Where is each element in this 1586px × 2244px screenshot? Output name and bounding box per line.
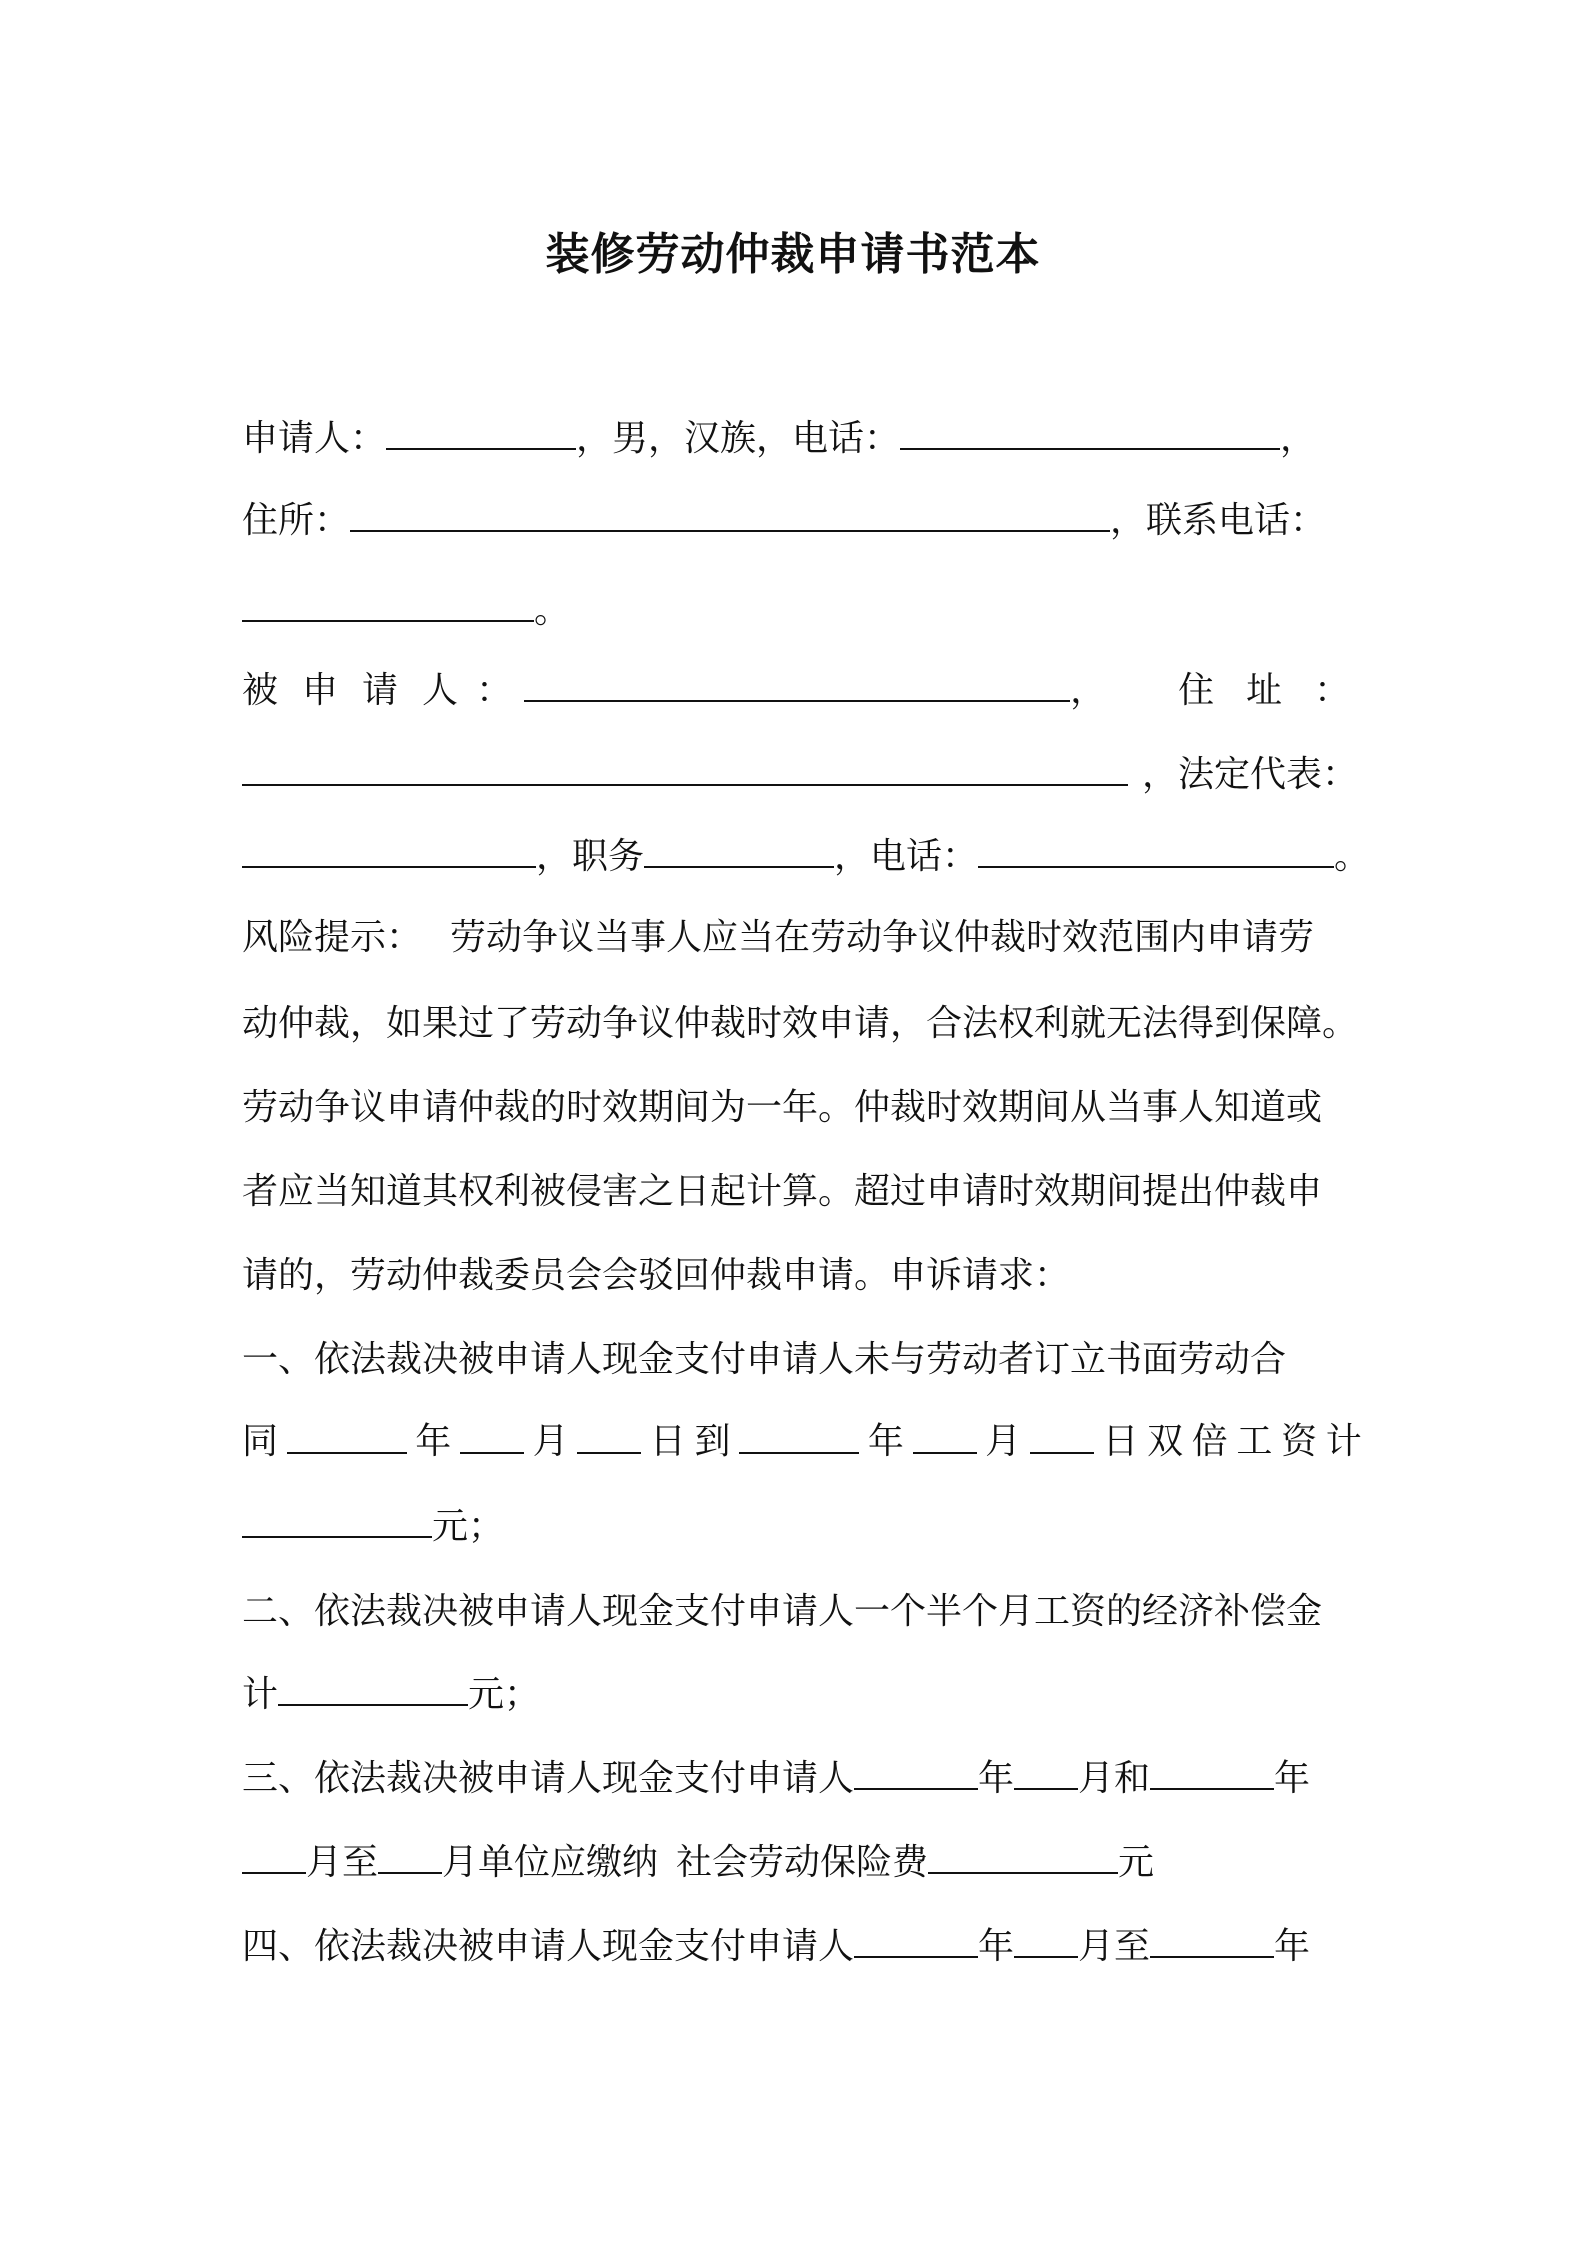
- applicant-info-label: ，男，汉族，电话：: [576, 418, 901, 459]
- compensation-amount-blank[interactable]: [278, 1670, 468, 1706]
- claim-3-detail-line: [242, 1838, 1362, 1887]
- address-label-char: 址: [1246, 670, 1283, 711]
- respondent-char: 被: [242, 670, 279, 711]
- text: 社会劳动保险费: [676, 1842, 929, 1883]
- start-day-blank[interactable]: [577, 1418, 641, 1454]
- year-blank[interactable]: [854, 1922, 978, 1958]
- respondent-phone-blank[interactable]: [978, 832, 1334, 868]
- respondent-char: 申: [302, 670, 339, 711]
- double-wage-amount-blank[interactable]: [242, 1502, 432, 1538]
- residence-line: [242, 496, 1362, 545]
- text: 三、依法裁决被申请人现金支付申请人: [242, 1758, 855, 1799]
- respondent-char: 人: [422, 670, 459, 711]
- contact-phone-blank[interactable]: [242, 586, 534, 622]
- text: 月至: [1078, 1926, 1151, 1967]
- month-blank[interactable]: [242, 1838, 306, 1874]
- end-day-blank[interactable]: [1030, 1418, 1094, 1454]
- insurance-amount-blank[interactable]: [928, 1838, 1118, 1874]
- year-blank[interactable]: [854, 1754, 978, 1790]
- text: 元；: [468, 1674, 541, 1715]
- text: 月: [532, 1421, 569, 1462]
- text: 双: [1147, 1421, 1184, 1462]
- month-blank[interactable]: [1014, 1922, 1078, 1958]
- text: 年: [867, 1421, 904, 1462]
- phone-label: ，电话：: [834, 836, 979, 877]
- position-label: ，职务: [536, 836, 645, 877]
- claim-1-amount-line: [242, 1502, 1362, 1551]
- paragraph-line: 劳动争议申请仲裁的时效期间为一年。仲裁时效期间从当事人知道或: [242, 1087, 1323, 1128]
- text: 月单位应缴纳: [442, 1842, 659, 1883]
- applicant-phone-blank[interactable]: [900, 414, 1280, 450]
- month-blank[interactable]: [378, 1838, 442, 1874]
- applicant-name-blank[interactable]: [386, 414, 576, 450]
- claim-3-line: [242, 1754, 1362, 1803]
- text: 元；: [432, 1506, 505, 1547]
- contact-phone-label: ，联系电话：: [1110, 500, 1327, 541]
- respondent-line: [242, 666, 1362, 715]
- month-blank[interactable]: [1014, 1754, 1078, 1790]
- applicant-line: [242, 414, 1362, 463]
- text: 年: [415, 1421, 452, 1462]
- text: 月至: [306, 1842, 379, 1883]
- document-title: 装修劳动仲裁申请书范本: [545, 229, 1041, 280]
- address-line: [242, 750, 1362, 799]
- applicant-label: 申请人：: [242, 418, 387, 459]
- paragraph-line: 动仲裁，如果过了劳动争议仲裁时效申请，合法权利就无法得到保障。: [242, 1003, 1359, 1044]
- position-blank[interactable]: [644, 832, 834, 868]
- paragraph-line: 请的，劳动仲裁委员会会驳回仲裁申请。申诉请求：: [242, 1255, 1071, 1296]
- legal-rep-blank[interactable]: [242, 832, 536, 868]
- text: 资: [1281, 1421, 1318, 1462]
- text: 月和: [1078, 1758, 1151, 1799]
- start-month-blank[interactable]: [460, 1418, 524, 1454]
- text: 同: [242, 1421, 279, 1462]
- comma: ，: [1070, 670, 1107, 711]
- text: 工: [1236, 1421, 1273, 1462]
- address-label-char: 住: [1178, 670, 1215, 711]
- text: 日: [1102, 1421, 1139, 1462]
- text: 计: [1325, 1421, 1362, 1462]
- text: 倍: [1191, 1421, 1228, 1462]
- claim-2-amount-line: [242, 1670, 1362, 1719]
- text: 年: [1274, 1926, 1311, 1967]
- text: 到: [694, 1421, 731, 1462]
- respondent-name-blank[interactable]: [524, 666, 1070, 702]
- text: 四、依法裁决被申请人现金支付申请人: [242, 1926, 855, 1967]
- address-label-char: ：: [1314, 670, 1351, 711]
- claim-1-line: 一、依法裁决被申请人现金支付申请人未与劳动者订立书面劳动合: [242, 1339, 1287, 1380]
- text: 月: [985, 1421, 1022, 1462]
- text: 年: [978, 1926, 1015, 1967]
- residence-label: 住所：: [242, 500, 351, 541]
- claim-4-line: [242, 1922, 1362, 1971]
- risk-notice-line: [242, 914, 1362, 962]
- year-blank[interactable]: [1150, 1922, 1274, 1958]
- start-year-blank[interactable]: [287, 1418, 407, 1454]
- contact-phone-line: [242, 586, 1362, 635]
- risk-notice-label: 风险提示：: [242, 917, 423, 958]
- risk-notice-text: 劳动争议当事人应当在劳动争议仲裁时效范围内申请劳: [450, 917, 1315, 958]
- end-month-blank[interactable]: [913, 1418, 977, 1454]
- residence-blank[interactable]: [350, 496, 1110, 532]
- claim-2-line: 二、依法裁决被申请人现金支付申请人一个半个月工资的经济补偿金: [242, 1591, 1323, 1632]
- claim-1-dates-line: [242, 1418, 1362, 1466]
- legal-rep-line: [242, 832, 1371, 881]
- respondent-char: ：: [476, 670, 513, 711]
- end-year-blank[interactable]: [739, 1418, 859, 1454]
- text: 年: [978, 1758, 1015, 1799]
- text: 元: [1118, 1842, 1155, 1883]
- paragraph-line: 者应当知道其权利被侵害之日起计算。超过申请时效期间提出仲裁申: [242, 1171, 1323, 1212]
- comma: ，: [1280, 418, 1317, 459]
- period: 。: [1334, 836, 1371, 877]
- period: 。: [534, 590, 571, 631]
- text: 计: [242, 1674, 279, 1715]
- text: 日: [649, 1421, 686, 1462]
- respondent-address-blank[interactable]: [242, 750, 1128, 786]
- year-blank[interactable]: [1150, 1754, 1274, 1790]
- legal-rep-label: ，法定代表：: [1142, 754, 1359, 795]
- text: 年: [1274, 1758, 1311, 1799]
- respondent-char: 请: [362, 670, 399, 711]
